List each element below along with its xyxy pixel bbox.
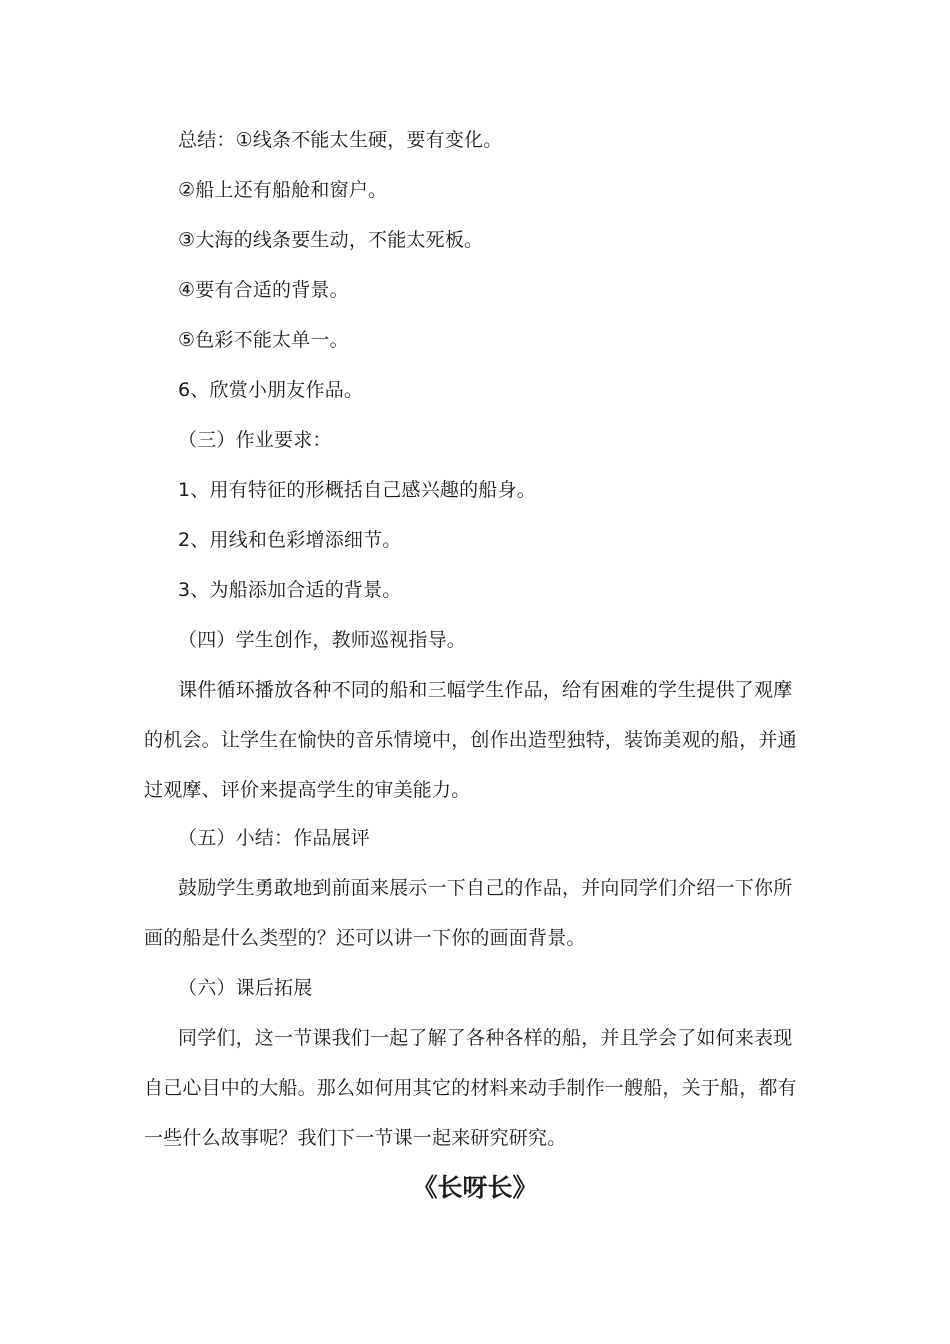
extension-line: 自己心目中的大船。那么如何用其它的材料来动手制作一艘船，关于船，都有	[144, 1077, 797, 1099]
review-line: 鼓励学生勇敢地到前面来展示一下自己的作品，并向同学们介绍一下你所	[178, 877, 793, 899]
homework-item: 3、为船添加合适的背景。	[178, 579, 402, 601]
review-line: 画的船是什么类型的？还可以讲一下你的画面背景。	[144, 927, 586, 949]
extension-line: 同学们，这一节课我们一起了解了各种各样的船，并且学会了如何来表现	[178, 1027, 793, 1049]
step-six: 6、欣赏小朋友作品。	[178, 379, 364, 401]
homework-item: 2、用线和色彩增添细节。	[178, 529, 402, 551]
creation-line: 课件循环播放各种不同的船和三幅学生作品，给有困难的学生提供了观摩	[178, 679, 793, 701]
extension-heading: （六）课后拓展	[178, 977, 313, 999]
summary-point: ②船上还有船舱和窗户。	[178, 179, 388, 201]
summary-point: ④要有合适的背景。	[178, 279, 349, 301]
next-lesson-title: 《长呀长》	[412, 1173, 538, 1202]
homework-item: 1、用有特征的形概括自己感兴趣的船身。	[178, 479, 536, 501]
extension-line: 一些什么故事呢？我们下一节课一起来研究研究。	[144, 1127, 567, 1149]
homework-heading: （三）作业要求：	[178, 429, 332, 451]
creation-heading: （四）学生创作，教师巡视指导。	[178, 629, 467, 651]
summary-point: ⑤色彩不能太单一。	[178, 329, 349, 351]
summary-heading: 总结：①线条不能太生硬，要有变化。	[178, 129, 503, 151]
review-heading: （五）小结：作品展评	[178, 827, 371, 849]
creation-line: 的机会。让学生在愉快的音乐情境中，创作出造型独特，装饰美观的船，并通	[144, 729, 797, 751]
creation-line: 过观摩、评价来提高学生的审美能力。	[144, 779, 471, 801]
summary-point: ③大海的线条要生动，不能太死板。	[178, 229, 484, 251]
